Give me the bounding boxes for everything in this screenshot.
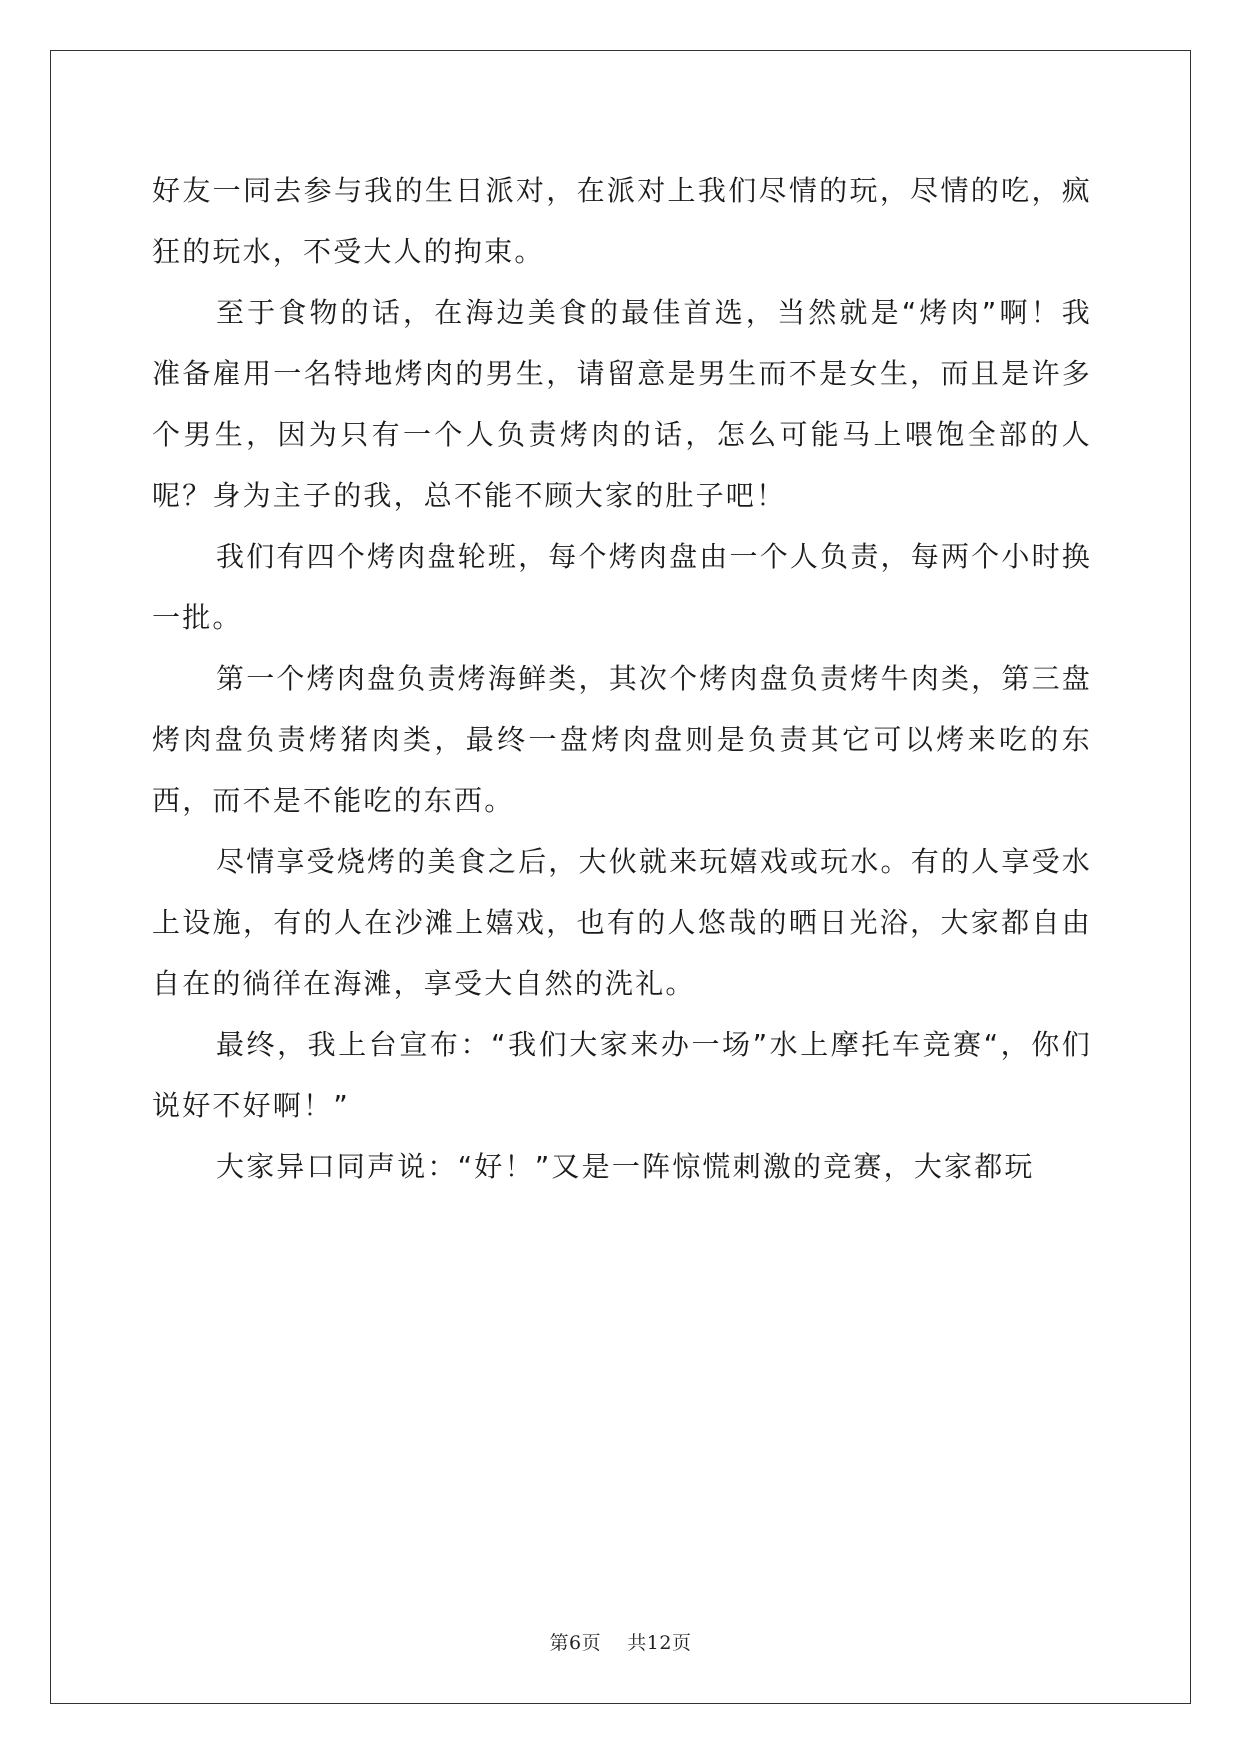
page-footer (0, 1628, 1241, 1655)
document-body (152, 160, 1092, 1197)
paragraph-7: 大家异口同声说：“好！”又是一阵惊慌刺激的竞赛，大家都玩 (216, 1150, 1035, 1183)
paragraph-4: 第一个烤肉盘负责烤海鲜类，其次个烤肉盘负责烤牛肉类，第三盘烤肉盘负责烤猪肉类，最终一盘烤肉盘则是负责其它可以烤来吃的东西，而不是不能吃的东西。 (152, 662, 1092, 817)
paragraph-5: 尽情享受烧烤的美食之后，大伙就来玩嬉戏或玩水。有的人享受水上设施，有的人在沙滩上嬉戏，也有的人悠哉的晒日光浴，大家都自由自在的徜徉在海滩，享受大自然的洗礼。 (152, 845, 1092, 1000)
page-total: 共12页 (627, 1632, 692, 1654)
page-number: 第6页 (549, 1632, 602, 1654)
paragraph-6: 最终，我上台宣布：“我们大家来办一场”水上摩托车竞赛“，你们说好不好啊！” (152, 1028, 1092, 1122)
paragraph-1: 好友一同去参与我的生日派对，在派对上我们尽情的玩，尽情的吃，疯狂的玩水，不受大人的拘束。 (152, 174, 1092, 268)
paragraph-3: 我们有四个烤肉盘轮班，每个烤肉盘由一个人负责，每两个小时换一批。 (152, 540, 1092, 634)
paragraph-2: 至于食物的话，在海边美食的最佳首选，当然就是“烤肉”啊！我准备雇用一名特地烤肉的男生，请留意是男生而不是女生，而且是许多个男生，因为只有一个人负责烤肉的话，怎么可能马上喂饱全部的人呢？身为主子的我，总不能不顾大家的肚子吧！ (152, 296, 1092, 512)
